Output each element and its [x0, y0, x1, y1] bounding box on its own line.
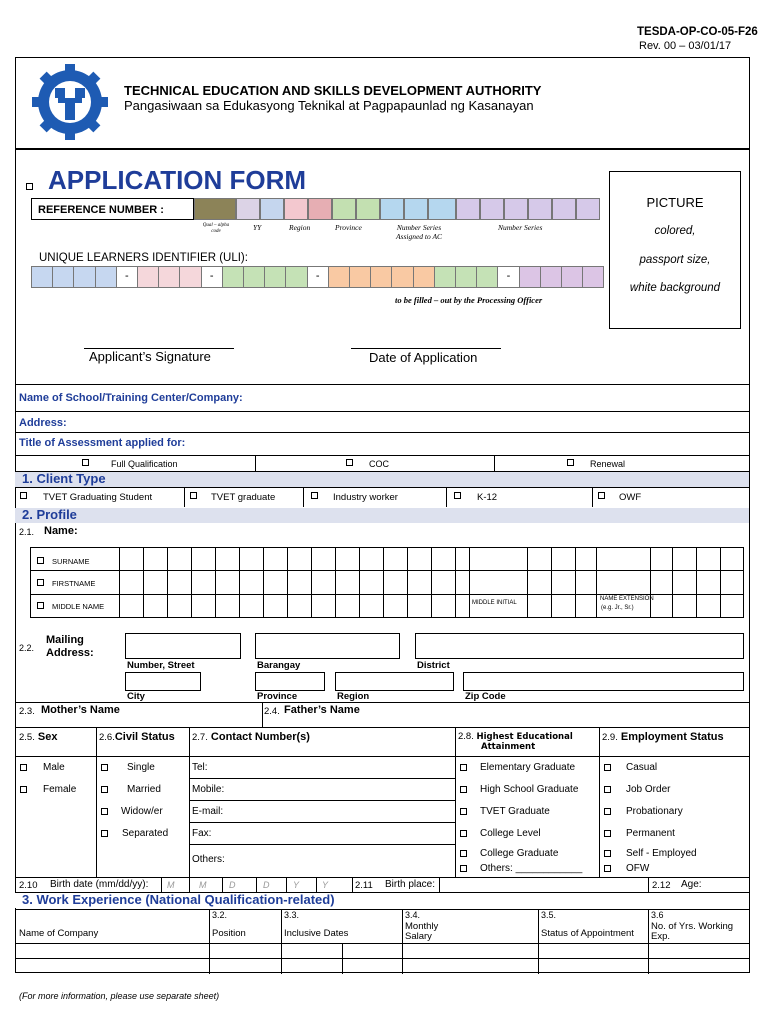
- emp-casual-checkbox[interactable]: [604, 764, 611, 771]
- zip-code-label: Zip Code: [465, 691, 506, 702]
- name-grid-line: [311, 547, 312, 618]
- tel-field[interactable]: Tel:: [192, 762, 208, 773]
- emp-casual-label: Casual: [626, 762, 658, 773]
- name-label: Name:: [44, 525, 78, 537]
- uli-cell[interactable]: [349, 266, 371, 288]
- married-checkbox[interactable]: [101, 786, 108, 793]
- birth-day-1[interactable]: D: [229, 880, 236, 890]
- middlename-label: MIDDLE NAME: [52, 602, 105, 611]
- date-label: Date of Application: [369, 350, 478, 365]
- uli-cell[interactable]: [31, 266, 53, 288]
- reference-number-cell[interactable]: [308, 198, 332, 220]
- birthdate-number: 2.10: [19, 880, 38, 891]
- separated-label: Separated: [122, 828, 169, 839]
- uli-label: UNIQUE LEARNERS IDENTIFIER (ULI):: [39, 252, 248, 264]
- separated-checkbox[interactable]: [101, 830, 108, 837]
- emp-probationary-label: Probationary: [626, 806, 683, 817]
- picture-title: PICTURE: [646, 195, 704, 210]
- birth-year-1[interactable]: Y: [293, 880, 300, 890]
- male-checkbox[interactable]: [20, 764, 27, 771]
- name-grid-line: [359, 547, 360, 618]
- reference-number-cell[interactable]: [332, 198, 356, 220]
- city-input[interactable]: [125, 672, 201, 691]
- reference-number-cell[interactable]: [380, 198, 404, 220]
- name-extension-example: (e.g. Jr., Sr.): [601, 605, 634, 611]
- name-grid-line: [407, 547, 408, 618]
- uli-cell[interactable]: [158, 266, 180, 288]
- barangay-label: Barangay: [257, 660, 301, 671]
- ref-caption-yy: YY: [253, 223, 262, 232]
- mail-number: 2.2.: [19, 643, 35, 653]
- emp-permanent-label: Permanent: [626, 828, 675, 839]
- uli-cell[interactable]: [476, 266, 498, 288]
- birthdate-label: Birth date (mm/dd/yy):: [50, 879, 149, 890]
- edu-college-grad-checkbox[interactable]: [460, 850, 467, 857]
- reference-number-cell[interactable]: [480, 198, 504, 220]
- name-grid-line: [287, 547, 288, 618]
- work-col-position: Position: [212, 928, 246, 939]
- email-field[interactable]: E-mail:: [192, 806, 224, 817]
- emp-ofw-checkbox[interactable]: [604, 865, 611, 872]
- barangay-input[interactable]: [255, 633, 400, 659]
- uli-cell[interactable]: [519, 266, 541, 288]
- edu-tvet-label: TVET Graduate: [480, 806, 550, 817]
- uli-separator: -: [201, 266, 223, 288]
- middlename-checkbox[interactable]: [37, 602, 44, 609]
- district-label: District: [417, 660, 450, 671]
- number-street-label: Number, Street: [127, 660, 195, 671]
- full-qualification-label: Full Qualification: [111, 459, 178, 469]
- name-grid-line: [596, 547, 597, 618]
- birth-day-2[interactable]: D: [263, 880, 270, 890]
- owf-checkbox[interactable]: [598, 492, 605, 499]
- mother-number: 2.3.: [19, 706, 35, 717]
- industry-worker-checkbox[interactable]: [311, 492, 318, 499]
- footer-note: (For more information, please use separate sheet): [19, 991, 220, 1001]
- mobile-field[interactable]: Mobile:: [192, 784, 225, 795]
- k12-checkbox[interactable]: [454, 492, 461, 499]
- father-label: Father’s Name: [284, 704, 360, 716]
- province-label: Province: [257, 691, 298, 702]
- edu-highschool-checkbox[interactable]: [460, 786, 467, 793]
- reference-number-cell[interactable]: [504, 198, 528, 220]
- zip-code-input[interactable]: [463, 672, 744, 691]
- male-label: Male: [43, 762, 65, 773]
- school-name-label: Name of School/Training Center/Company:: [19, 392, 243, 404]
- address-label: Address:: [19, 417, 67, 429]
- uli-cell[interactable]: [391, 266, 413, 288]
- edu-tvet-checkbox[interactable]: [460, 808, 467, 815]
- female-checkbox[interactable]: [20, 786, 27, 793]
- uli-cell[interactable]: [370, 266, 392, 288]
- full-qualification-checkbox[interactable]: [82, 459, 89, 466]
- owf-label: OWF: [619, 492, 642, 503]
- k12-label: K-12: [477, 492, 498, 503]
- reference-label: REFERENCE NUMBER :: [38, 204, 164, 216]
- ref-caption-province: Province: [335, 223, 362, 232]
- name-grid[interactable]: [30, 547, 744, 618]
- uli-cell[interactable]: [540, 266, 562, 288]
- work-num-status: 3.5.: [541, 910, 557, 920]
- work-num-position: 3.2.: [212, 910, 228, 920]
- others-field[interactable]: Others:: [192, 854, 225, 865]
- edu-others-label: Others: ____________: [480, 863, 583, 874]
- name-grid-line: [469, 547, 470, 618]
- single-checkbox[interactable]: [101, 764, 108, 771]
- birthplace-label: Birth place:: [385, 879, 436, 890]
- uli-cell[interactable]: [179, 266, 201, 288]
- name-grid-line: [455, 547, 456, 618]
- name-grid-line: [527, 547, 528, 618]
- widow-label: Widow/er: [121, 806, 163, 817]
- coc-label: COC: [369, 459, 389, 469]
- emp-joborder-checkbox[interactable]: [604, 786, 611, 793]
- agency-name: TECHNICAL EDUCATION AND SKILLS DEVELOPMENT AUTHORITY: [124, 83, 542, 98]
- name-grid-line: [551, 547, 552, 618]
- uli-cell[interactable]: [434, 266, 456, 288]
- reference-number-cell[interactable]: [552, 198, 576, 220]
- female-label: Female: [43, 784, 77, 795]
- employment-header: 2.9. Employment Status: [602, 731, 724, 743]
- tesda-logo-icon: [30, 62, 110, 142]
- reference-number-cell[interactable]: [456, 198, 480, 220]
- work-experience-header: 3. Work Experience (National Qualification-related): [15, 893, 749, 908]
- uli-cell[interactable]: [52, 266, 74, 288]
- birth-year-2[interactable]: Y: [322, 880, 329, 890]
- uli-cell[interactable]: [222, 266, 244, 288]
- firstname-label: FIRSTNAME: [52, 579, 96, 588]
- name-grid-line: [191, 547, 192, 618]
- work-col-dates: Inclusive Dates: [284, 928, 349, 939]
- coc-checkbox[interactable]: [346, 459, 353, 466]
- uli-cell[interactable]: [137, 266, 159, 288]
- edu-college-level-label: College Level: [480, 828, 541, 839]
- uli-separator: -: [307, 266, 329, 288]
- name-grid-line: [650, 547, 651, 618]
- work-num-years: 3.6: [651, 910, 664, 920]
- reference-number-cell[interactable]: [284, 198, 308, 220]
- form-title: APPLICATION FORM: [48, 165, 307, 195]
- city-label: City: [127, 691, 145, 702]
- birth-month-1[interactable]: M: [167, 880, 175, 890]
- mail-label-2: Address:: [46, 647, 94, 659]
- number-street-input[interactable]: [125, 633, 241, 659]
- name-grid-line: [335, 547, 336, 618]
- mail-label-1: Mailing: [46, 634, 84, 646]
- form-code: TESDA-OP-CO-05-F26: [637, 26, 758, 38]
- work-col-years: No. of Yrs. Working Exp.: [651, 921, 734, 942]
- signature-label: Applicant’s Signature: [89, 349, 211, 364]
- title-checkbox[interactable]: [26, 183, 33, 190]
- assessment-label: Title of Assessment applied for:: [19, 437, 186, 449]
- renewal-checkbox[interactable]: [567, 459, 574, 466]
- married-label: Married: [127, 784, 161, 795]
- form-revision: Rev. 00 – 03/01/17: [639, 40, 732, 52]
- region-input[interactable]: [335, 672, 454, 691]
- emp-permanent-checkbox[interactable]: [604, 830, 611, 837]
- reference-number-cell[interactable]: [404, 198, 428, 220]
- fax-field[interactable]: Fax:: [192, 828, 212, 839]
- uli-cell[interactable]: [582, 266, 604, 288]
- tvet-graduating-checkbox[interactable]: [20, 492, 27, 499]
- tvet-graduate-label: TVET graduate: [211, 492, 276, 503]
- father-number: 2.4.: [264, 706, 280, 717]
- uli-cell[interactable]: [285, 266, 307, 288]
- age-number: 2.12: [652, 880, 671, 891]
- uli-cell[interactable]: [73, 266, 95, 288]
- ref-caption-series: Number Series: [498, 223, 543, 232]
- uli-cell[interactable]: [243, 266, 265, 288]
- name-grid-line: [672, 547, 673, 618]
- name-grid-line: [143, 547, 144, 618]
- reference-number-cell[interactable]: [236, 198, 260, 220]
- emp-ofw-label: OFW: [626, 863, 650, 874]
- name-grid-line: [263, 547, 264, 618]
- edu-others-checkbox[interactable]: [460, 865, 467, 872]
- tvet-graduate-checkbox[interactable]: [190, 492, 197, 499]
- education-header-2: Attainment: [481, 742, 536, 752]
- name-grid-line: [575, 547, 576, 618]
- province-input[interactable]: [255, 672, 325, 691]
- work-col-salary: Monthly Salary: [405, 921, 439, 942]
- edu-college-level-checkbox[interactable]: [460, 830, 467, 837]
- edu-elementary-checkbox[interactable]: [460, 764, 467, 771]
- tvet-graduating-label: TVET Graduating Student: [43, 492, 153, 503]
- emp-joborder-label: Job Order: [626, 784, 671, 795]
- civil-header: 2.6.Civil Status: [99, 731, 175, 743]
- reference-number-cell[interactable]: [356, 198, 380, 220]
- reference-number-cell[interactable]: [576, 198, 600, 220]
- reference-number-cell[interactable]: [428, 198, 456, 220]
- uli-cell[interactable]: [328, 266, 350, 288]
- reference-number-cell[interactable]: [260, 198, 284, 220]
- edu-highschool-label: High School Graduate: [480, 784, 579, 795]
- mother-label: Mother’s Name: [41, 704, 120, 716]
- agency-name-tagalog: Pangasiwaan sa Edukasyong Teknikal at Pagpapaunlad ng Kasanayan: [124, 98, 534, 113]
- date-line[interactable]: [351, 348, 501, 349]
- processing-note: to be filled – out by the Processing Officer: [395, 295, 543, 305]
- reference-number-cell[interactable]: [194, 198, 236, 220]
- contact-header: 2.7. Contact Number(s): [192, 731, 310, 743]
- uli-separator: -: [116, 266, 138, 288]
- district-input[interactable]: [415, 633, 744, 659]
- ref-caption-region: Region: [289, 223, 311, 232]
- single-label: Single: [127, 762, 155, 773]
- name-grid-line: [696, 547, 697, 618]
- surname-label: SURNAME: [52, 557, 90, 566]
- uli-cell[interactable]: [413, 266, 435, 288]
- age-label: Age:: [681, 879, 702, 890]
- education-header-1: 2.8. Highest Educational: [458, 731, 573, 742]
- emp-self-employed-label: Self - Employed: [626, 848, 697, 859]
- name-extension-label: NAME EXTENSION: [600, 596, 654, 602]
- name-grid-line: [383, 547, 384, 618]
- reference-number-cell[interactable]: [528, 198, 552, 220]
- edu-college-grad-label: College Graduate: [480, 848, 559, 859]
- sex-header: 2.5. Sex: [19, 731, 58, 743]
- client-type-header: 1. Client Type: [15, 472, 749, 487]
- ref-caption-qual: Qual – alpha code: [202, 223, 230, 234]
- name-grid-line: [119, 547, 120, 618]
- name-grid-line: [167, 547, 168, 618]
- name-grid-line: [215, 547, 216, 618]
- uli-cell[interactable]: [561, 266, 583, 288]
- ref-caption-series-ac: Number Series Assigned to AC: [395, 223, 443, 241]
- birth-month-2[interactable]: M: [199, 880, 207, 890]
- emp-probationary-checkbox[interactable]: [604, 808, 611, 815]
- name-number: 2.1.: [19, 527, 35, 537]
- widow-checkbox[interactable]: [101, 808, 108, 815]
- picture-line-2: passport size,: [639, 254, 711, 266]
- middle-initial-label: MIDDLE INITIAL: [472, 600, 517, 606]
- name-grid-line: [239, 547, 240, 618]
- name-grid-line: [431, 547, 432, 618]
- uli-cell[interactable]: [264, 266, 286, 288]
- work-col-status: Status of Appointment: [541, 928, 634, 939]
- picture-line-3: white background: [629, 282, 721, 294]
- uli-separator: -: [497, 266, 519, 288]
- edu-elementary-label: Elementary Graduate: [480, 762, 576, 773]
- surname-checkbox[interactable]: [37, 557, 44, 564]
- picture-line-1: colored,: [654, 225, 696, 237]
- emp-self-employed-checkbox[interactable]: [604, 850, 611, 857]
- renewal-label: Renewal: [590, 459, 626, 469]
- uli-cell[interactable]: [455, 266, 477, 288]
- uli-cell[interactable]: [95, 266, 117, 288]
- work-row[interactable]: [15, 958, 750, 959]
- birthplace-number: 2.11: [355, 880, 373, 891]
- region-label: Region: [337, 691, 370, 702]
- work-col-company: Name of Company: [19, 928, 99, 939]
- profile-header: 2. Profile: [15, 508, 749, 523]
- work-num-dates: 3.3.: [284, 910, 300, 920]
- name-grid-line: [720, 547, 721, 618]
- industry-worker-label: Industry worker: [333, 492, 398, 503]
- firstname-checkbox[interactable]: [37, 579, 44, 586]
- work-num-salary: 3.4.: [405, 910, 421, 920]
